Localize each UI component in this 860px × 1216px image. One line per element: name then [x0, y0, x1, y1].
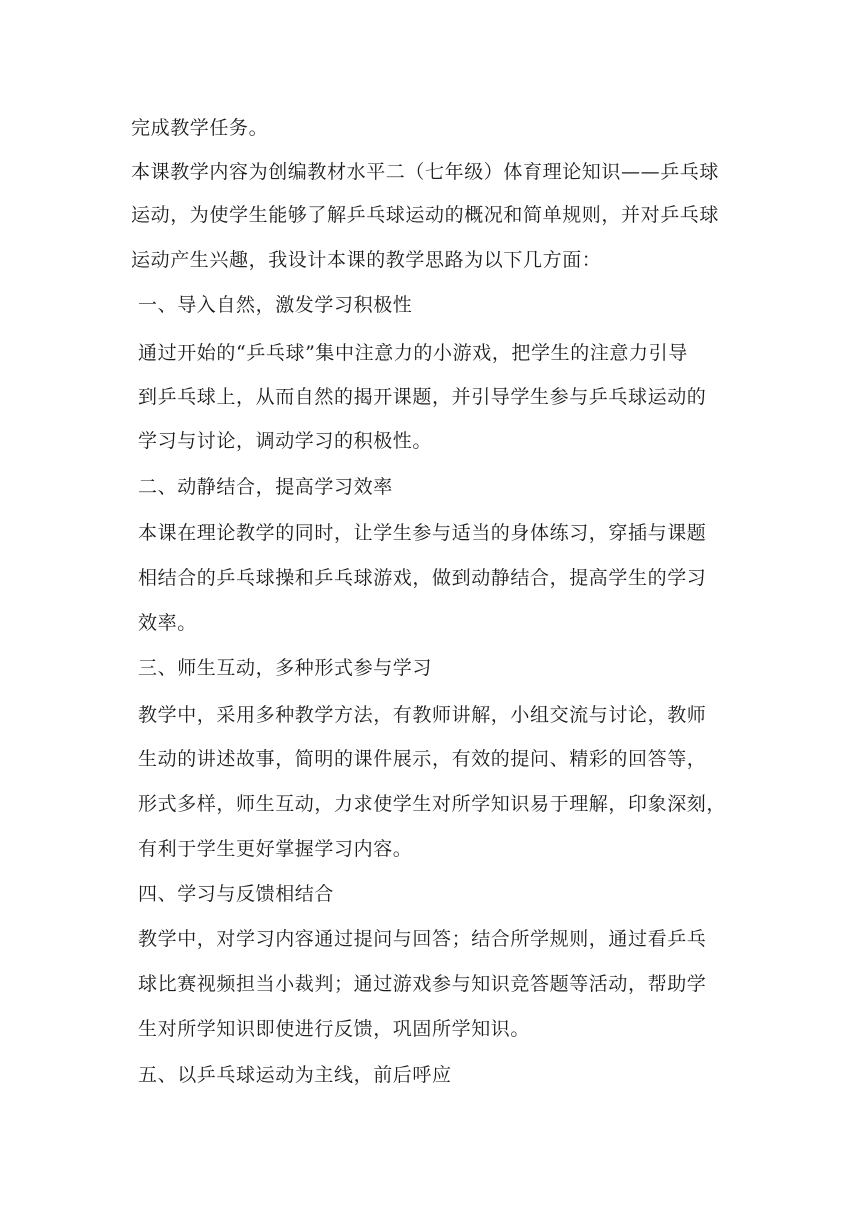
text-line: 教学中，对学习内容通过提问与回答；结合所学规则，通过看乒乓 — [138, 928, 707, 950]
text-line: 运动产生兴趣，我设计本课的教学思路为以下几方面： — [131, 249, 602, 271]
text-line: 生动的讲述故事，简明的课件展示，有效的提问、精彩的回答等， — [138, 748, 707, 770]
text-line: 球比赛视频担当小裁判；通过游戏参与知识竞答题等活动，帮助学 — [138, 973, 707, 995]
text-line: 教学中，采用多种教学方法，有教师讲解，小组交流与讨论，教师 — [138, 704, 707, 726]
text-line: 通过开始的“乒乓球”集中注意力的小游戏，把学生的注意力引导 — [138, 342, 688, 364]
text-line: 效率。 — [138, 612, 197, 634]
text-line: 到乒乓球上，从而自然的揭开课题，并引导学生参与乒乓球运动的 — [138, 386, 707, 408]
text-line: 本课教学内容为创编教材水平二（七年级）体育理论知识——乒乓球 — [131, 161, 720, 183]
text-line: 完成教学任务。 — [131, 117, 269, 139]
text-line: 有利于学生更好掌握学习内容。 — [138, 838, 413, 860]
text-line: 学习与讨论，调动学习的积极性。 — [138, 430, 433, 452]
section-heading: 一、导入自然，激发学习积极性 — [138, 294, 413, 316]
section-heading: 五、以乒乓球运动为主线，前后呼应 — [138, 1064, 452, 1086]
text-line: 生对所学知识即使进行反馈，巩固所学知识。 — [138, 1018, 531, 1040]
text-line: 本课在理论教学的同时，让学生参与适当的身体练习，穿插与课题 — [138, 522, 707, 544]
text-line: 运动，为使学生能够了解乒乓球运动的概况和简单规则，并对乒乓球 — [131, 204, 720, 226]
section-heading: 四、学习与反馈相结合 — [138, 883, 335, 905]
section-heading: 三、师生互动，多种形式参与学习 — [138, 657, 433, 679]
text-line: 相结合的乒乓球操和乒乓球游戏，做到动静结合，提高学生的学习 — [138, 567, 707, 589]
text-line: 形式多样，师生互动，力求使学生对所学知识易于理解，印象深刻， — [138, 793, 727, 815]
section-heading: 二、动静结合，提高学习效率 — [138, 476, 393, 498]
